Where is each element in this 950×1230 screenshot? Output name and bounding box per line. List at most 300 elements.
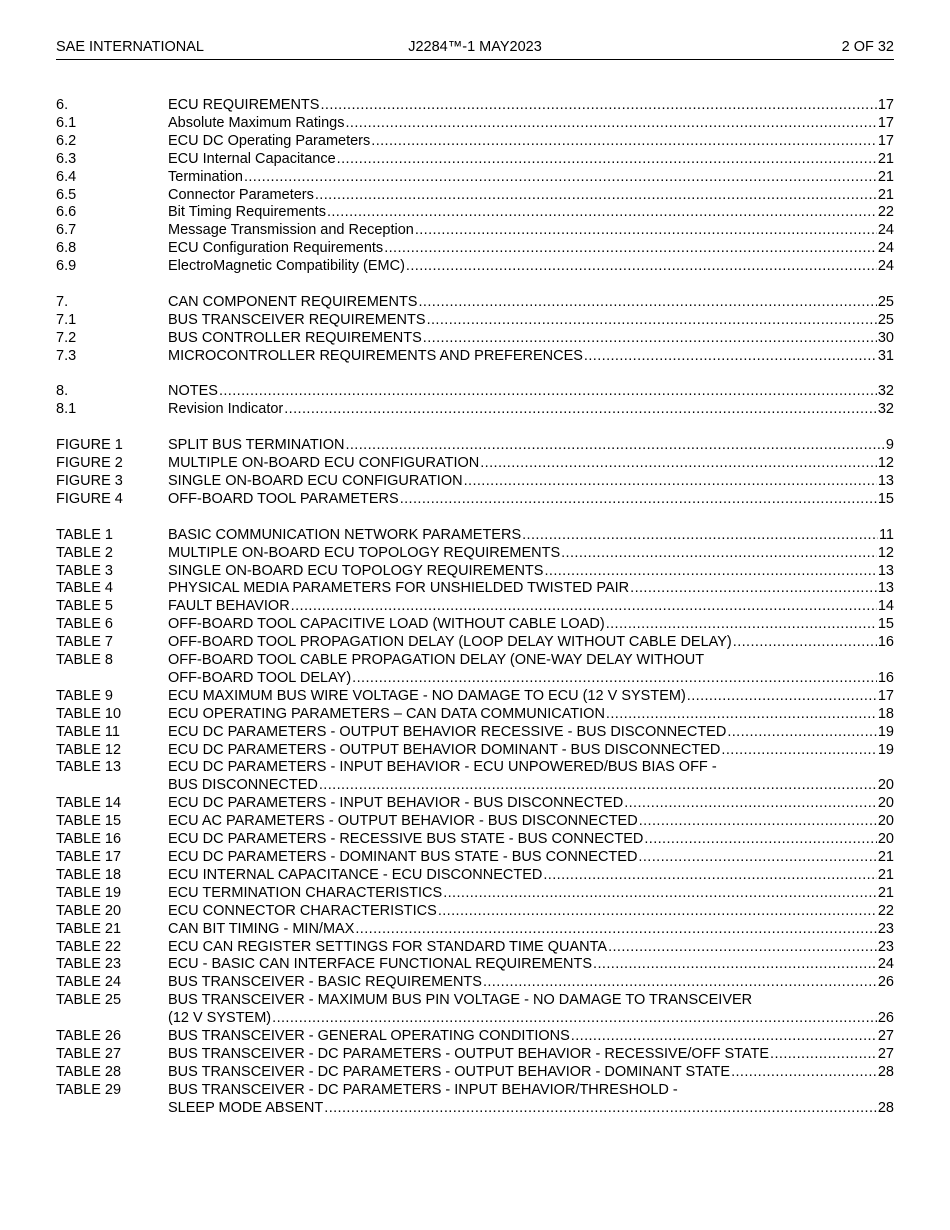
toc-entry-title: Message Transmission and Reception (168, 222, 414, 239)
toc-entry-label: TABLE 18 (56, 866, 122, 883)
toc-entry-title: Bit Timing Requirements (168, 204, 326, 221)
toc-entry-text (168, 706, 894, 724)
toc-entry-page-number: 24 (877, 258, 894, 275)
toc-entry-line (168, 580, 894, 598)
toc-entry-page-number: 24 (877, 240, 894, 257)
toc-entry-page-number: 27 (877, 1028, 894, 1045)
dot-leader (480, 455, 877, 473)
dot-leader (345, 437, 884, 455)
toc-entry[interactable] (56, 222, 894, 240)
toc-entry-label: 7.1 (56, 311, 77, 328)
toc-entry-line (168, 115, 894, 133)
toc-entry-text (168, 473, 894, 491)
toc-entry-text (168, 383, 894, 401)
dot-leader (352, 670, 877, 688)
toc-entry[interactable] (56, 240, 894, 258)
toc-entry-page-number: 15 (877, 490, 894, 507)
toc-entry[interactable] (56, 1082, 894, 1118)
toc-entry-label: TABLE 4 (56, 580, 113, 597)
toc-entry-label: TABLE 13 (56, 759, 122, 776)
toc-entry[interactable] (56, 383, 894, 401)
toc-entry-page-number: 28 (877, 1063, 894, 1080)
dot-leader (337, 151, 877, 169)
toc-entry-line (168, 133, 894, 151)
toc-entry-text (168, 616, 894, 634)
dot-leader (721, 742, 876, 760)
toc-entry-page-number: 32 (877, 383, 894, 400)
toc-entry-title: CAN COMPONENT REQUIREMENTS (168, 293, 418, 310)
toc-entry-label: FIGURE 1 (56, 437, 123, 454)
toc-entry-label: TABLE 6 (56, 616, 113, 633)
toc-entry-text (168, 169, 894, 187)
page-header (56, 37, 894, 60)
toc-entry-page-number: 12 (877, 544, 894, 561)
toc-entry-label: FIGURE 4 (56, 490, 123, 507)
toc-entry-title: ECU INTERNAL CAPACITANCE - ECU DISCONNECTED (168, 866, 543, 883)
toc-entry-label: TABLE 17 (56, 849, 122, 865)
toc-entry-label: TABLE 27 (56, 1045, 122, 1062)
toc-entry-title: BUS TRANSCEIVER - DC PARAMETERS - OUTPUT BEHAVIOR - RECESSIVE/OFF STATE (168, 1045, 770, 1062)
toc-spacer (56, 509, 894, 527)
toc-entry-line (168, 867, 894, 885)
toc-entry-line (168, 706, 894, 724)
toc-entry[interactable] (56, 652, 894, 688)
toc-entry[interactable] (56, 563, 894, 581)
toc-entry[interactable] (56, 169, 894, 187)
toc-entry-page-number: 32 (877, 401, 894, 418)
toc-entry[interactable] (56, 187, 894, 205)
toc-entry-label: TABLE 10 (56, 705, 122, 722)
toc-entry-line (168, 742, 894, 760)
toc-entry-line (168, 383, 894, 401)
toc-entry-title: SINGLE ON-BOARD ECU CONFIGURATION (168, 472, 463, 489)
toc-entry-title: ECU DC PARAMETERS - INPUT BEHAVIOR - BUS DISCONNECTED (168, 795, 624, 812)
toc-entry[interactable] (56, 1046, 894, 1064)
toc-entry-text (168, 187, 894, 205)
toc-entry-line (168, 670, 894, 688)
toc-entry-page-number: 20 (877, 777, 894, 794)
toc-entry-title: SINGLE ON-BOARD ECU TOPOLOGY REQUIREMENTS (168, 562, 544, 579)
toc-entry-text (168, 258, 894, 276)
dot-leader (727, 724, 877, 742)
toc-entry-line (168, 330, 894, 348)
dot-leader (319, 777, 877, 795)
toc-entry-text (168, 312, 894, 330)
toc-entry-page-number: 22 (877, 902, 894, 919)
toc-entry-title: OFF-BOARD TOOL PROPAGATION DELAY (LOOP DELAY WITHOUT CABLE DELAY) (168, 634, 732, 651)
toc-entry[interactable] (56, 867, 894, 885)
toc-entry-title: Revision Indicator (168, 401, 284, 418)
toc-entry-text (168, 956, 894, 974)
toc-entry-line (168, 724, 894, 742)
toc-entry[interactable] (56, 437, 894, 455)
toc-entry-title: SLEEP MODE ABSENT (168, 1099, 324, 1116)
toc-entry-text (168, 634, 894, 652)
toc-entry-page-number: 14 (877, 598, 894, 615)
toc-entry-label: TABLE 21 (56, 920, 122, 937)
toc-entry-label: 6.2 (56, 132, 77, 149)
toc-entry-line (168, 151, 894, 169)
toc-entry[interactable] (56, 634, 894, 652)
toc-entry-page-number: 21 (877, 866, 894, 883)
dot-leader (630, 580, 877, 598)
header-page-number: 2 OF 32 (841, 39, 894, 55)
toc-entry-title: CAN BIT TIMING - MIN/MAX (168, 920, 355, 937)
toc-entry-title: MULTIPLE ON-BOARD ECU TOPOLOGY REQUIREMENTS (168, 544, 561, 561)
dot-leader (644, 831, 877, 849)
toc-entry[interactable] (56, 580, 894, 598)
dot-leader (427, 312, 877, 330)
toc-entry[interactable] (56, 885, 894, 903)
toc-entry[interactable] (56, 491, 894, 509)
toc-entry-text (168, 1046, 894, 1064)
toc-entry-line (168, 169, 894, 187)
toc-entry-page-number: 27 (877, 1045, 894, 1062)
toc-entry-line (168, 1028, 894, 1046)
toc-entry-text (168, 222, 894, 240)
toc-entry[interactable] (56, 527, 894, 545)
toc-entry-page-number: 24 (877, 222, 894, 239)
toc-entry-line (168, 527, 894, 545)
toc-entry-page-number: 19 (877, 741, 894, 758)
dot-leader (415, 222, 877, 240)
toc-entry-text (168, 992, 894, 1028)
toc-entry-label: 8.1 (56, 401, 77, 418)
toc-entry[interactable] (56, 921, 894, 939)
toc-entry-page-number: 13 (877, 562, 894, 579)
toc-entry-title: SPLIT BUS TERMINATION (168, 437, 345, 454)
toc-entry-title: ECU DC PARAMETERS - OUTPUT BEHAVIOR RECESSIVE - BUS DISCONNECTED (168, 723, 727, 740)
toc-entry[interactable] (56, 724, 894, 742)
toc-entry-line (168, 294, 894, 312)
dot-leader (543, 867, 877, 885)
toc-entry-label: TABLE 12 (56, 741, 122, 758)
toc-entry[interactable] (56, 849, 894, 867)
toc-entry-text (168, 903, 894, 921)
toc-entry[interactable] (56, 831, 894, 849)
toc-entry[interactable] (56, 258, 894, 276)
toc-entry-label: TABLE 26 (56, 1028, 122, 1045)
toc-entry-title: BUS TRANSCEIVER REQUIREMENTS (168, 311, 426, 328)
toc-entry-title: MICROCONTROLLER REQUIREMENTS AND PREFERENCES (168, 347, 583, 364)
toc-entry-page-number: 13 (877, 580, 894, 597)
toc-entry-title: ECU DC PARAMETERS - OUTPUT BEHAVIOR DOMINANT - BUS DISCONNECTED (168, 741, 721, 758)
toc-entry-label: TABLE 1 (56, 526, 113, 543)
toc-entry-line (168, 240, 894, 258)
dot-leader (731, 1064, 877, 1082)
toc-entry-title: ECU DC Operating Parameters (168, 132, 371, 149)
toc-entry-line (168, 598, 894, 616)
toc-entry-page-number: 17 (877, 687, 894, 704)
dot-leader (584, 348, 877, 366)
toc-entry[interactable] (56, 294, 894, 312)
toc-entry[interactable] (56, 204, 894, 222)
toc-entry[interactable] (56, 992, 894, 1028)
toc-entry-line (168, 1100, 894, 1118)
toc-entry-label: 7.3 (56, 347, 77, 364)
toc-entry-label: TABLE 25 (56, 992, 122, 1009)
toc-entry-title: PHYSICAL MEDIA PARAMETERS FOR UNSHIELDED TWISTED PAIR (168, 580, 630, 597)
toc-entry-page-number: 19 (877, 723, 894, 740)
toc-entry-text (168, 491, 894, 509)
toc-entry-text (168, 330, 894, 348)
toc-entry-line (168, 921, 894, 939)
toc-entry-line (168, 187, 894, 205)
toc-entry[interactable] (56, 956, 894, 974)
toc-entry-page-number: 23 (877, 920, 894, 937)
toc-entry-text (168, 1082, 894, 1118)
toc-entry-text (168, 921, 894, 939)
toc-entry-label: TABLE 29 (56, 1081, 122, 1098)
toc-entry-line (168, 974, 894, 992)
toc-entry-page-number: 21 (877, 150, 894, 167)
toc-entry-title-first-line: OFF-BOARD TOOL CABLE PROPAGATION DELAY (ONE-WAY DELAY WITHOUT (168, 652, 705, 669)
dot-leader (593, 956, 877, 974)
toc-entry-title: ECU DC PARAMETERS - DOMINANT BUS STATE - BUS CONNECTED (168, 849, 638, 865)
toc-entry-title: ECU CAN REGISTER SETTINGS FOR STANDARD TIME QUANTA (168, 938, 608, 955)
toc-entry-title: ElectroMagnetic Compatibility (EMC) (168, 258, 405, 275)
toc-entry-page-number: 26 (877, 974, 894, 991)
toc-entry[interactable] (56, 348, 894, 366)
dot-leader (638, 849, 876, 867)
toc-entry-title: NOTES (168, 383, 218, 400)
toc-entry-text (168, 294, 894, 312)
toc-entry-text (168, 1064, 894, 1082)
toc-entry-line (168, 831, 894, 849)
toc-entry-page-number: 21 (877, 849, 894, 865)
toc-entry-line (168, 885, 894, 903)
toc-entry-label: TABLE 2 (56, 544, 113, 561)
toc-entry-text (168, 545, 894, 563)
dot-leader (561, 545, 877, 563)
toc-entry-line (168, 455, 894, 473)
toc-entry-text (168, 115, 894, 133)
toc-entry-line (168, 258, 894, 276)
toc-entry-title-first-line: BUS TRANSCEIVER - DC PARAMETERS - INPUT BEHAVIOR/THRESHOLD - (168, 1081, 678, 1098)
dot-leader (522, 527, 878, 545)
toc-entry-title: FAULT BEHAVIOR (168, 598, 290, 615)
toc-entry[interactable] (56, 903, 894, 921)
dot-leader (544, 563, 876, 581)
toc-entry-page-number: 30 (877, 329, 894, 346)
toc-entry-text (168, 1028, 894, 1046)
toc-entry[interactable] (56, 598, 894, 616)
toc-entry-label: FIGURE 2 (56, 455, 123, 472)
dot-leader (406, 258, 877, 276)
toc-entry[interactable] (56, 813, 894, 831)
toc-entry-text (168, 348, 894, 366)
dot-leader (770, 1046, 877, 1064)
toc-entry-page-number: 12 (877, 455, 894, 472)
toc-entry-text (168, 849, 894, 867)
toc-entry-label: TABLE 11 (56, 723, 120, 740)
toc-entry-page-number: 17 (877, 114, 894, 131)
dot-leader (355, 921, 876, 939)
toc-entry-title: Termination (168, 168, 243, 185)
toc-entry[interactable] (56, 706, 894, 724)
dot-leader (244, 169, 877, 187)
toc-entry-text (168, 97, 894, 115)
toc-entry[interactable] (56, 401, 894, 419)
toc-entry-title: OFF-BOARD TOOL DELAY) (168, 669, 352, 686)
toc-entry-label: 6.6 (56, 204, 77, 221)
toc-entry-page-number: 20 (877, 813, 894, 830)
toc-entry-page-number: 26 (877, 1010, 894, 1027)
toc-entry-text (168, 795, 894, 813)
toc-entry-title: ECU Configuration Requirements (168, 240, 384, 257)
toc-entry-text (168, 598, 894, 616)
toc-entry[interactable] (56, 545, 894, 563)
toc-entry[interactable] (56, 974, 894, 992)
toc-entry-line (168, 634, 894, 652)
toc-entry-title: BASIC COMMUNICATION NETWORK PARAMETERS (168, 526, 522, 543)
toc-entry-label: TABLE 3 (56, 562, 113, 579)
toc-entry[interactable] (56, 312, 894, 330)
toc-entry-label: 6.1 (56, 114, 77, 131)
toc-entry-title: BUS TRANSCEIVER - BASIC REQUIREMENTS (168, 974, 482, 991)
toc-entry-page-number: 13 (877, 472, 894, 489)
toc-entry[interactable] (56, 473, 894, 491)
toc-entry-line (168, 401, 894, 419)
toc-entry-line (168, 688, 894, 706)
header-organization: SAE INTERNATIONAL (56, 39, 204, 55)
toc-entry-line (168, 849, 894, 867)
toc-entry[interactable] (56, 795, 894, 813)
toc-entry[interactable] (56, 939, 894, 957)
toc-entry-label: TABLE 23 (56, 956, 122, 973)
toc-entry-label: 7. (56, 293, 69, 310)
toc-entry[interactable] (56, 742, 894, 760)
dot-leader (320, 97, 876, 115)
toc-entry-title-first-line: ECU DC PARAMETERS - INPUT BEHAVIOR - ECU UNPOWERED/BUS BIAS OFF - (168, 759, 717, 776)
toc-entry-line (168, 1010, 894, 1028)
toc-entry-title: ECU - BASIC CAN INTERFACE FUNCTIONAL REQUIREMENTS (168, 956, 593, 973)
toc-entry-text (168, 688, 894, 706)
toc-entry-page-number: 22 (877, 204, 894, 221)
toc-entry-title: BUS CONTROLLER REQUIREMENTS (168, 329, 422, 346)
toc-entry-line (168, 903, 894, 921)
toc-entry-title: BUS DISCONNECTED (168, 777, 318, 794)
toc-entry-page-number: 21 (877, 186, 894, 203)
toc-entry-text (168, 401, 894, 419)
toc-entry-label: 8. (56, 383, 69, 400)
toc-entry-text (168, 939, 894, 957)
toc-entry-line (168, 545, 894, 563)
toc-entry-page-number: 24 (877, 956, 894, 973)
toc-entry-line (168, 813, 894, 831)
toc-entry-label: 6.5 (56, 186, 77, 203)
toc-entry-label: 6.7 (56, 222, 77, 239)
toc-entry[interactable] (56, 1028, 894, 1046)
toc-entry-title: MULTIPLE ON-BOARD ECU CONFIGURATION (168, 455, 480, 472)
toc-entry-label: FIGURE 3 (56, 472, 123, 489)
dot-leader (384, 240, 877, 258)
toc-entry-line (168, 616, 894, 634)
toc-entry-label: 7.2 (56, 329, 77, 346)
toc-entry-text (168, 240, 894, 258)
toc-entry-line (168, 563, 894, 581)
dot-leader (438, 903, 877, 921)
toc-spacer (56, 419, 894, 437)
dot-leader (284, 401, 877, 419)
toc-entry-label: 6.8 (56, 240, 77, 257)
toc-entry-title: ECU TERMINATION CHARACTERISTICS (168, 884, 443, 901)
toc-entry[interactable] (56, 151, 894, 169)
toc-spacer (56, 366, 894, 384)
toc-entry-page-number: 20 (877, 795, 894, 812)
dot-leader (624, 795, 877, 813)
toc-entry[interactable] (56, 1064, 894, 1082)
toc-entry-title: BUS TRANSCEIVER - DC PARAMETERS - OUTPUT BEHAVIOR - DOMINANT STATE (168, 1063, 731, 1080)
table-of-contents (56, 97, 894, 1118)
toc-entry[interactable] (56, 133, 894, 151)
toc-entry-label: TABLE 14 (56, 795, 122, 812)
toc-entry-label: TABLE 16 (56, 831, 122, 848)
toc-entry-line (168, 473, 894, 491)
toc-entry-label: TABLE 19 (56, 884, 122, 901)
toc-entry-label: 6.9 (56, 258, 77, 275)
toc-entry[interactable] (56, 455, 894, 473)
toc-entry[interactable] (56, 759, 894, 795)
toc-entry-label: TABLE 9 (56, 687, 113, 704)
toc-entry-title: (12 V SYSTEM) (168, 1010, 272, 1027)
toc-entry-text (168, 437, 894, 455)
header-document-id: J2284™-1 MAY2023 (408, 39, 542, 55)
toc-entry-page-number: 21 (877, 168, 894, 185)
toc-entry-title-first-line: BUS TRANSCEIVER - MAXIMUM BUS PIN VOLTAGE - NO DAMAGE TO TRANSCEIVER (168, 992, 753, 1009)
toc-entry-line (168, 491, 894, 509)
toc-entry-title: ECU OPERATING PARAMETERS – CAN DATA COMMUNICATION (168, 705, 605, 722)
toc-entry[interactable] (56, 688, 894, 706)
dot-leader (606, 706, 877, 724)
toc-entry-label: TABLE 28 (56, 1063, 122, 1080)
toc-entry[interactable] (56, 330, 894, 348)
toc-entry-line (168, 956, 894, 974)
toc-entry[interactable] (56, 97, 894, 115)
toc-entry-page-number: 17 (877, 97, 894, 113)
toc-entry-text (168, 759, 894, 795)
toc-entry-text (168, 813, 894, 831)
toc-entry-text (168, 724, 894, 742)
toc-entry-page-number: 20 (877, 831, 894, 848)
toc-entry-page-number: 11 (878, 526, 894, 543)
toc-entry-text (168, 527, 894, 545)
dot-leader (346, 115, 877, 133)
toc-entry-page-number: 16 (877, 634, 894, 651)
dot-leader (483, 974, 877, 992)
toc-entry-label: TABLE 15 (56, 813, 122, 830)
toc-entry-line (168, 204, 894, 222)
toc-entry-text (168, 742, 894, 760)
toc-entry-label: TABLE 5 (56, 598, 113, 615)
toc-entry-line (168, 795, 894, 813)
toc-entry-line (168, 222, 894, 240)
toc-entry-title: ECU CONNECTOR CHARACTERISTICS (168, 902, 437, 919)
toc-entry[interactable] (56, 616, 894, 634)
toc-entry-title: ECU Internal Capacitance (168, 150, 336, 167)
toc-entry-line (168, 348, 894, 366)
toc-entry[interactable] (56, 115, 894, 133)
toc-entry-label: TABLE 24 (56, 974, 122, 991)
toc-entry-page-number: 25 (877, 293, 894, 310)
toc-entry-line (168, 1046, 894, 1064)
toc-entry-text (168, 151, 894, 169)
toc-entry-title: OFF-BOARD TOOL CAPACITIVE LOAD (WITHOUT CABLE LOAD) (168, 616, 605, 633)
toc-entry-page-number: 17 (877, 132, 894, 149)
dot-leader (327, 204, 877, 222)
dot-leader (639, 813, 877, 831)
dot-leader (418, 294, 876, 312)
